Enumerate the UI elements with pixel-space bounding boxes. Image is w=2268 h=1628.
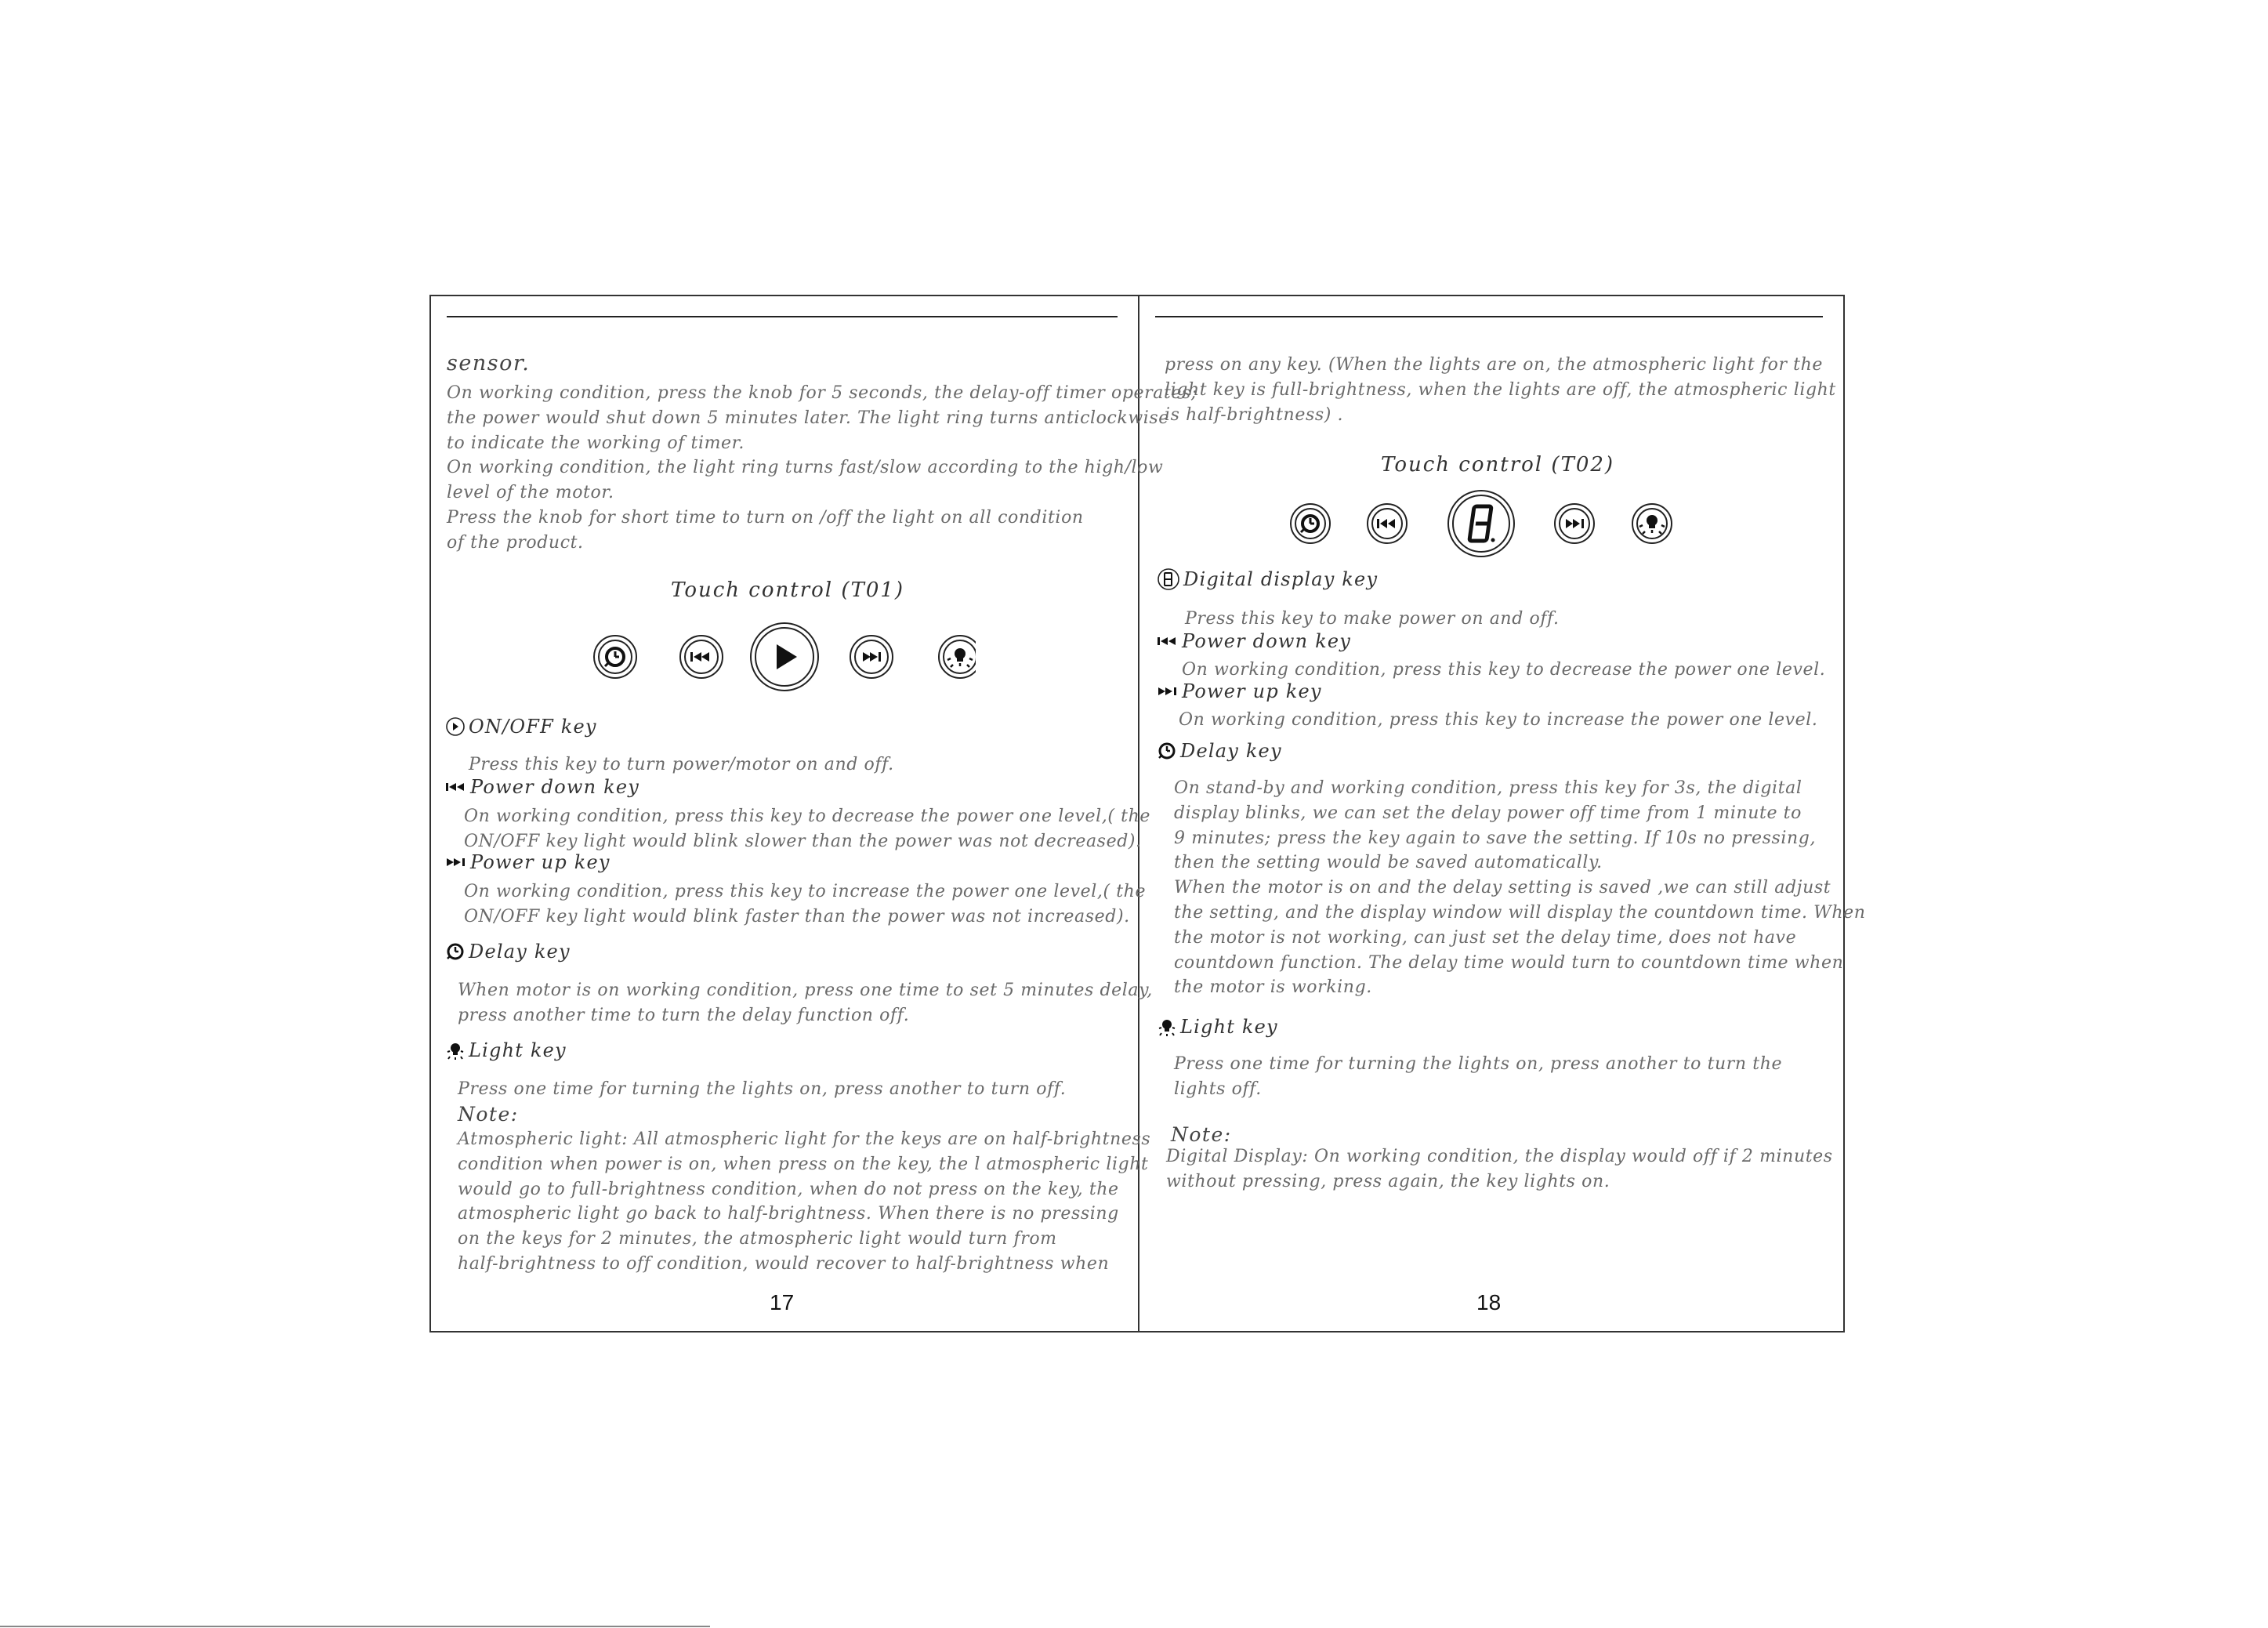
delay-line: the motor is not working, can just set the delay time, does not have	[1174, 927, 1797, 948]
page-number: 17	[770, 1290, 795, 1314]
delay-line: press another time to turn the delay function off.	[458, 1006, 910, 1025]
note-paragraph	[458, 1127, 1150, 1277]
light-heading: Light key	[445, 1039, 567, 1061]
power-down-icon	[445, 781, 467, 793]
power-down-line: ON/OFF key light would blink slower than the power was not decreased).	[464, 832, 1142, 851]
power-up-icon	[850, 636, 893, 678]
power-down-heading: Power down key	[445, 776, 639, 798]
digital-heading: Digital display key	[1157, 567, 1378, 591]
delay-line: 9 minutes; press the key again to save the setting. If 10s no pressing,	[1174, 828, 1817, 848]
onoff-heading: ON/OFF key	[445, 716, 597, 738]
page-17	[431, 296, 1197, 1331]
page-number: 18	[1476, 1290, 1502, 1314]
intro-paragraph	[1165, 353, 1836, 427]
intro-line: level of the motor.	[447, 483, 614, 503]
delay-line: then the setting would be saved automatically.	[1174, 853, 1603, 873]
note-line: half-brightness to off condition, would recover to half-brightness when	[458, 1253, 1110, 1274]
delay-line: When the motor is on and the delay setting is saved ,we can still adjust	[1174, 878, 1831, 898]
delay-heading: Delay key	[445, 941, 571, 963]
intro-line: Press the knob for short time to turn on /off the light on all condition	[447, 507, 1084, 528]
intro-line: is half-brightness) .	[1165, 404, 1344, 425]
note-line: condition when power is on, when press on the key, the l atmospheric light	[458, 1154, 1149, 1174]
control-panel-t02	[1270, 484, 1693, 563]
note-line: Atmospheric light: All atmospheric light for the keys are on half-brightness	[458, 1129, 1151, 1149]
power-up-icon	[445, 856, 467, 868]
power-down-line: On working condition, press this key to decrease the power one level,( the	[464, 807, 1150, 826]
light-icon	[1632, 504, 1672, 543]
light-line: lights off.	[1174, 1079, 1262, 1099]
intro-line: On working condition, the light ring turns fast/slow according to the high/low	[447, 458, 1164, 478]
onoff-text: Press this key to turn power/motor on and off.	[469, 755, 894, 774]
delay-icon	[1157, 741, 1177, 761]
note-line: without pressing, press again, the key lights on.	[1166, 1172, 1610, 1191]
header-rule	[1155, 316, 1823, 317]
delay-icon	[445, 941, 466, 962]
power-up-icon	[1555, 504, 1594, 543]
delay-paragraph	[1174, 776, 1866, 1000]
power-up-line: On working condition, press this key to increase the power one level,( the	[464, 882, 1147, 901]
power-down-icon	[1157, 635, 1179, 647]
intro-line: to indicate the working of timer.	[447, 433, 745, 453]
control-title-t01: Touch control (T01)	[671, 578, 905, 602]
note-label: Note:	[1171, 1123, 1232, 1146]
note-line: atmospheric light go back to half-brightness. When there is no pressing	[458, 1204, 1119, 1224]
delay-heading: Delay key	[1157, 740, 1282, 762]
intro-line: press on any key. (When the lights are on, the atmospheric light for the	[1165, 355, 1824, 375]
delay-line: countdown function. The delay time would turn to countdown time when	[1174, 952, 1844, 973]
note-line: on the keys for 2 minutes, the atmospheric light would turn from	[458, 1229, 1057, 1249]
play-icon	[445, 716, 466, 737]
bottom-edge-line	[0, 1626, 710, 1627]
power-down-icon	[680, 636, 723, 678]
delay-line: display blinks, we can set the delay power off time from 1 minute to	[1174, 803, 1802, 823]
delay-line: When motor is on working condition, press one time to set 5 minutes delay,	[458, 981, 1153, 1000]
intro-line: of the product.	[447, 532, 584, 553]
power-down-heading: Power down key	[1157, 630, 1351, 652]
note-line: would go to full-brightness condition, when do not press on the key, the	[458, 1179, 1119, 1199]
note-line: Digital Display: On working condition, the display would off if 2 minutes	[1166, 1147, 1833, 1166]
power-down-icon	[1368, 504, 1407, 543]
digital-text: Press this key to make power on and off.	[1185, 609, 1560, 629]
play-icon	[751, 623, 818, 691]
page-18	[1139, 296, 1866, 1331]
manual-spread	[429, 295, 1866, 1332]
power-up-icon	[1157, 685, 1179, 698]
light-icon	[939, 636, 976, 678]
header-rule	[447, 316, 1118, 317]
power-up-heading: Power up key	[1157, 680, 1322, 702]
light-heading: Light key	[1157, 1016, 1278, 1038]
light-icon	[445, 1040, 466, 1061]
delay-line: the motor is working.	[1174, 977, 1372, 998]
light-text: Press one time for turning the lights on, press another to turn off.	[458, 1079, 1067, 1099]
digit-display-icon	[1448, 491, 1514, 557]
note-label: Note:	[458, 1103, 519, 1126]
delay-line: the setting, and the display window will display the countdown time. When	[1174, 902, 1866, 923]
power-down-text: On working condition, press this key to decrease the power one level.	[1182, 660, 1826, 680]
light-line: Press one time for turning the lights on, press another to turn the	[1174, 1054, 1783, 1074]
intro-line: On working condition, press the knob for 5 seconds, the delay-off timer operates;	[447, 383, 1197, 403]
digit-display-icon	[1157, 567, 1180, 591]
intro-line: the power would shut down 5 minutes later. The light ring turns anticlockwise	[447, 408, 1169, 428]
intro-paragraph	[447, 381, 1197, 556]
control-title-t02: Touch control (T02)	[1381, 453, 1615, 477]
light-icon	[1157, 1017, 1177, 1037]
intro-line: light key is full-brightness, when the lights are off, the atmospheric light	[1165, 379, 1836, 400]
power-up-line: ON/OFF key light would blink faster than the power was not increased).	[464, 907, 1130, 926]
control-panel-t01	[568, 618, 976, 696]
power-up-text: On working condition, press this key to increase the power one level.	[1179, 710, 1818, 730]
delay-line: On stand-by and working condition, press this key for 3s, the digital	[1174, 778, 1802, 798]
intro-word: sensor.	[447, 351, 531, 375]
delay-icon	[594, 636, 636, 678]
power-up-heading: Power up key	[445, 851, 610, 873]
delay-icon	[1291, 504, 1330, 543]
